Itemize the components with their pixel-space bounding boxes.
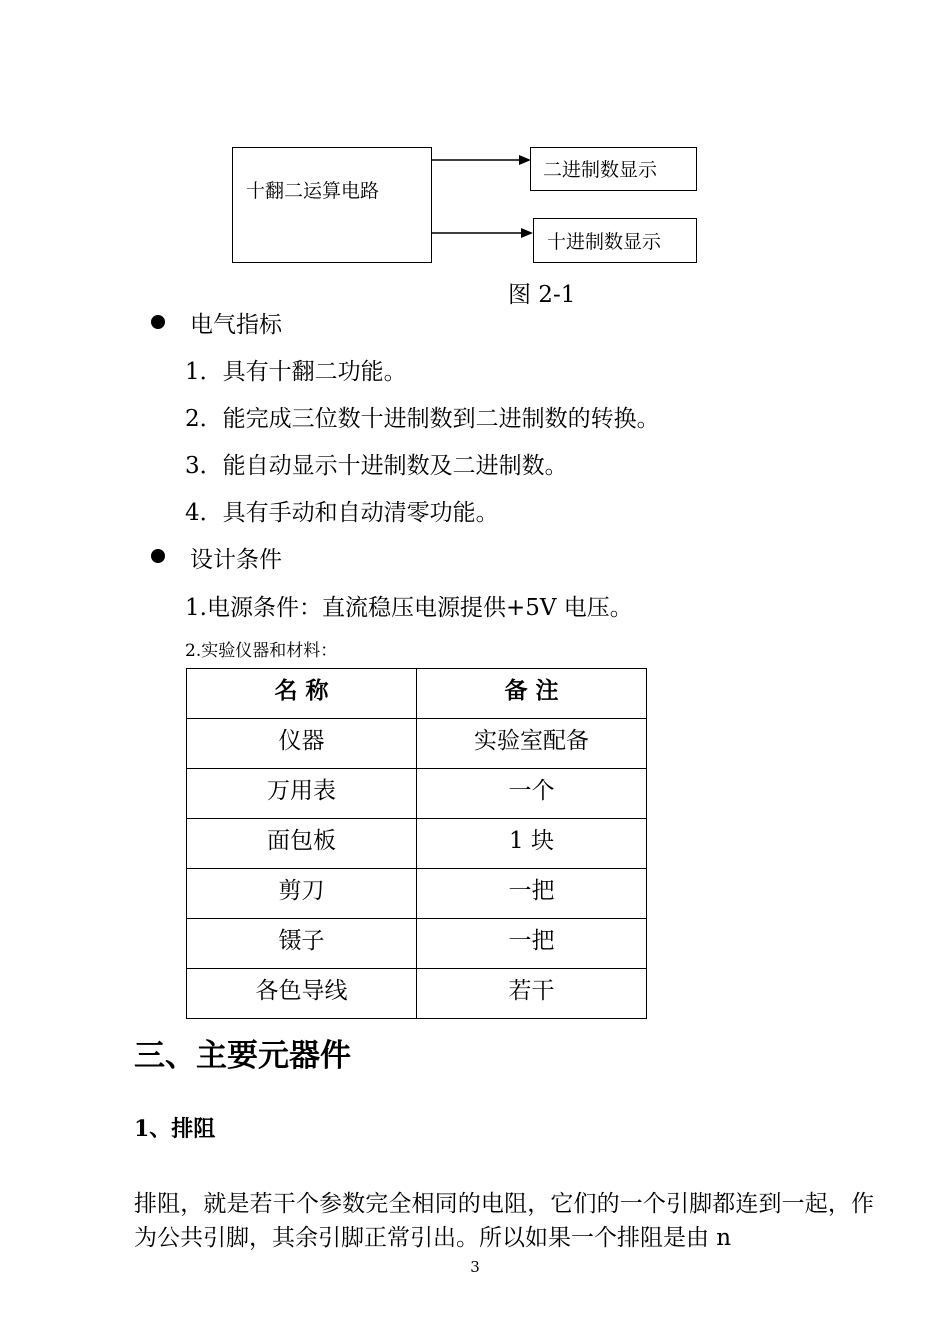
table-row [187,769,647,819]
table-cell: 一个 [417,769,647,819]
table-cell: 万用表 [187,769,417,819]
table-cell: 一把 [417,869,647,919]
table-cell: 实验室配备 [417,719,647,769]
table-row [187,969,647,1019]
bullet-icon [151,549,165,563]
design-heading: 设计条件 [190,547,282,573]
materials-table [186,668,647,1019]
arrowhead-decimal [521,228,533,238]
bullet-icon [151,315,165,329]
decimal-display-label: 十进制数显示 [547,231,662,253]
electrical-item-1: 1．具有十翻二功能。 [185,359,407,385]
figure-caption: 图 2-1 [508,282,576,308]
table-cell: 一把 [417,919,647,969]
table-cell: 若干 [417,969,647,1019]
table-cell: 镊子 [187,919,417,969]
table-cell: 仪器 [187,719,417,769]
table-header-row [187,669,647,719]
table-row [187,919,647,969]
table-cell: 剪刀 [187,869,417,919]
binary-display-label: 二进制数显示 [543,159,658,181]
electrical-item-3: 3．能自动显示十进制数及二进制数。 [185,453,568,479]
table-row [187,819,647,869]
circuit-block-label: 十翻二运算电路 [246,180,380,202]
electrical-item-4: 4．具有手动和自动清零功能。 [185,500,499,526]
table-cell: 面包板 [187,819,417,869]
subsection-title: 1、排阻 [134,1116,216,1142]
table-row [187,869,647,919]
section-title: 三、主要元器件 [134,1038,351,1074]
table-header-name: 名 称 [187,669,417,719]
diagram-arrows [0,0,950,300]
table-row [187,719,647,769]
power-condition: 1.电源条件：直流稳压电源提供+5V 电压。 [185,595,633,621]
materials-label: 2.实验仪器和材料： [185,641,338,661]
electrical-item-2: 2．能完成三位数十进制数到二进制数的转换。 [185,406,660,432]
arrowhead-binary [519,155,531,165]
page-number: 3 [470,1258,480,1276]
section-paragraph: 排阻，就是若干个参数完全相同的电阻，它们的一个引脚都连到一起，作为公共引脚，其余引脚正常引出。所以如果一个排阻是由 n [134,1191,874,1251]
table-cell: 1 块 [417,819,647,869]
table-header-note: 备 注 [417,669,647,719]
electrical-heading: 电气指标 [190,312,282,338]
table-cell: 各色导线 [187,969,417,1019]
